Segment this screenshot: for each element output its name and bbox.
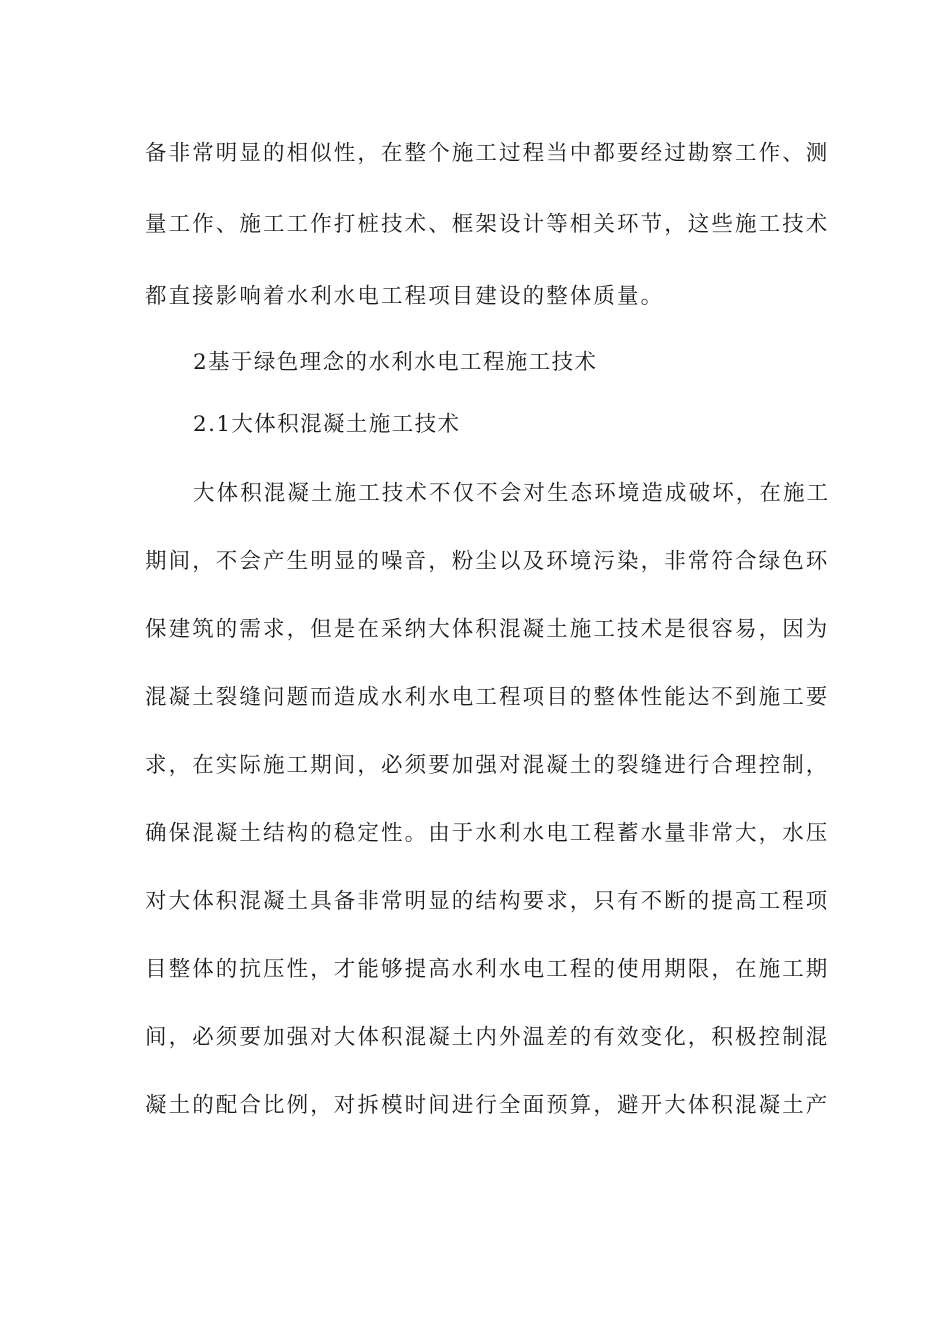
body-text-line: 备非常明显的相似性，在整个施工过程当中都要经过勘察工作、测 — [145, 141, 830, 166]
paragraph-line: 对大体积混凝土具备非常明显的结构要求，只有不断的提高工程项 — [145, 889, 830, 914]
paragraph-line: 期间，不会产生明显的噪音，粉尘以及环境污染，非常符合绿色环 — [145, 549, 830, 574]
subsection-heading: 2.1大体积混凝土施工技术 — [193, 412, 461, 437]
paragraph-line: 确保混凝土结构的稳定性。由于水利水电工程蓄水量非常大，水压 — [145, 821, 830, 846]
body-text-line: 量工作、施工工作打桩技术、框架设计等相关环节，这些施工技术 — [145, 212, 830, 237]
paragraph-line: 大体积混凝土施工技术不仅不会对生态环境造成破坏，在施工 — [193, 481, 831, 506]
paragraph-line: 间，必须要加强对大体积混凝土内外温差的有效变化，积极控制混 — [145, 1025, 830, 1050]
paragraph-line: 保建筑的需求，但是在采纳大体积混凝土施工技术是很容易，因为 — [145, 617, 830, 642]
section-heading: 2基于绿色理念的水利水电工程施工技术 — [193, 350, 598, 375]
paragraph-line: 混凝土裂缝问题而造成水利水电工程项目的整体性能达不到施工要 — [145, 685, 830, 710]
body-text-line: 都直接影响着水利水电工程项目建设的整体质量。 — [145, 284, 665, 309]
paragraph-line: 目整体的抗压性，才能够提高水利水电工程的使用期限，在施工期 — [145, 957, 830, 982]
paragraph-line: 求，在实际施工期间，必须要加强对混凝土的裂缝进行合理控制， — [145, 753, 830, 778]
paragraph-line: 凝土的配合比例，对拆模时间进行全面预算，避开大体积混凝土产 — [145, 1093, 830, 1118]
